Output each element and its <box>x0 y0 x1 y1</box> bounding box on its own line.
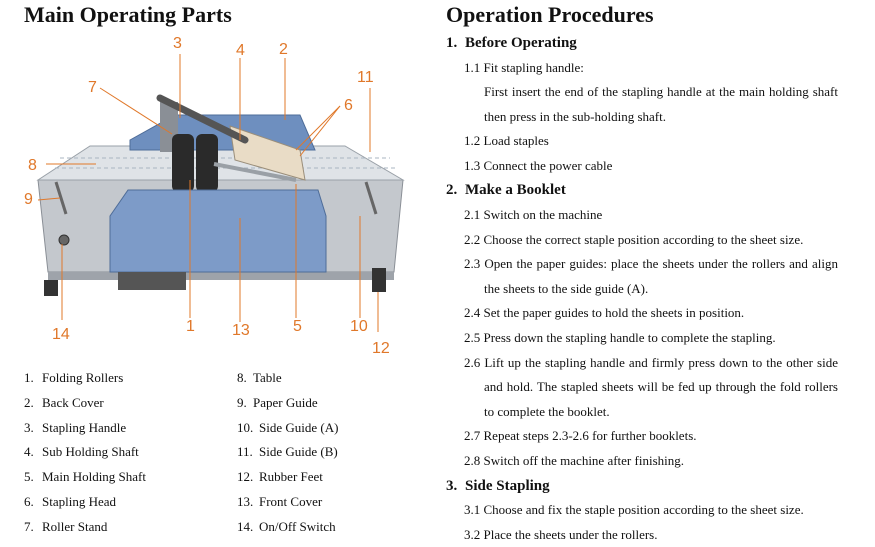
section-heading <box>446 178 846 203</box>
rubber-foot-right <box>372 268 386 292</box>
part-number: 3. <box>24 419 34 435</box>
procedures-list <box>446 31 846 547</box>
step-3-1: 3.1 Choose and fix the staple position according to the sheet size. <box>464 502 804 517</box>
step-1-2: 1.2 Load staples <box>464 133 549 149</box>
part-label: Front Cover <box>259 493 323 509</box>
list-item <box>237 465 338 490</box>
machine-table <box>38 146 403 180</box>
part-label: Stapling Head <box>42 493 117 509</box>
step-1-1: 1.1 Fit stapling handle: <box>464 59 584 75</box>
list-item <box>24 440 146 465</box>
step-2-3-a: 2.3 Open the paper guides: place the sheets under the rollers and align <box>464 256 838 272</box>
part-number: 9. <box>237 394 247 410</box>
step-1-1-detail-b: then press in the sub-holding shaft. <box>484 108 666 124</box>
part-label: Main Holding Shaft <box>42 469 146 485</box>
section-number: 3. <box>446 477 458 494</box>
section-title: Before Operating <box>465 35 577 51</box>
machine-diagram <box>0 30 420 365</box>
parts-list-column-2 <box>237 366 338 540</box>
step-2-4: 2.4 Set the paper guides to hold the sheets in position. <box>464 305 745 321</box>
part-number: 13. <box>237 493 254 509</box>
part-label: Table <box>253 370 282 385</box>
part-label: Folding Rollers <box>42 370 124 385</box>
list-item <box>24 490 146 515</box>
callout-10: 10 <box>350 318 368 335</box>
part-number: 6. <box>24 493 34 509</box>
on-off-switch <box>59 235 69 245</box>
part-label: Roller Stand <box>42 518 108 534</box>
list-item <box>237 490 338 515</box>
part-label: Side Guide (B) <box>259 444 338 460</box>
main-parts-title: Main Operating Parts <box>24 2 232 27</box>
list-item <box>237 440 338 465</box>
callout-8: 8 <box>28 157 37 174</box>
callout-4: 4 <box>236 42 245 59</box>
step-2-2: 2.2 Choose the correct staple position according to the sheet size. <box>464 231 804 247</box>
callout-9: 9 <box>24 191 33 208</box>
part-number: 10. <box>237 419 254 435</box>
list-item <box>237 366 338 391</box>
part-number: 12. <box>237 469 254 485</box>
list-item <box>24 366 146 391</box>
list-item <box>24 465 146 490</box>
step-2-1: 2.1 Switch on the machine <box>464 206 603 222</box>
part-number: 5. <box>24 469 34 485</box>
section-title: Side Stapling <box>465 477 550 494</box>
step-2-8: 2.8 Switch off the machine after finishing. <box>464 452 684 468</box>
step-2-6-a: 2.6 Lift up the stapling handle and firmly press down to the other side <box>464 354 838 370</box>
folding-roller-left <box>172 134 194 192</box>
part-number: 4. <box>24 444 34 460</box>
base-bracket <box>118 272 186 290</box>
step-1-3: 1.3 Connect the power cable <box>464 157 613 173</box>
part-label: Stapling Handle <box>42 419 127 435</box>
list-item <box>24 391 146 416</box>
callout-5: 5 <box>293 318 302 335</box>
list-item <box>24 515 146 540</box>
part-label: Rubber Feet <box>259 469 323 485</box>
step-2-6-c: to complete the booklet. <box>484 403 610 419</box>
list-item <box>237 416 338 441</box>
section-heading <box>446 474 846 499</box>
machine-base-edge <box>48 272 394 280</box>
part-number: 11. <box>237 444 253 460</box>
rubber-foot-left <box>44 280 58 296</box>
front-cover <box>110 190 326 272</box>
callout-3: 3 <box>173 35 182 52</box>
part-number: 8. <box>237 370 247 385</box>
section-heading <box>446 31 846 56</box>
list-item <box>237 391 338 416</box>
part-label: Paper Guide <box>253 394 318 410</box>
callout-12: 12 <box>372 340 390 357</box>
callout-14: 14 <box>52 326 70 343</box>
step-3-2: 3.2 Place the sheets under the rollers. <box>464 526 658 542</box>
callout-11: 11 <box>357 69 374 86</box>
callout-6: 6 <box>344 97 353 114</box>
operation-procedures-title: Operation Procedures <box>446 2 654 27</box>
step-2-6-b: and hold. The stapled sheets will be fed up through the fold rollers <box>484 379 838 395</box>
section-number: 2. <box>446 182 458 199</box>
part-label: Back Cover <box>42 394 104 410</box>
step-2-5: 2.5 Press down the stapling handle to complete the stapling. <box>464 329 776 345</box>
list-item <box>24 416 146 441</box>
part-label: On/Off Switch <box>259 518 336 534</box>
part-number: 1. <box>24 370 34 385</box>
step-2-7: 2.7 Repeat steps 2.3-2.6 for further booklets. <box>464 428 697 444</box>
part-number: 7. <box>24 518 34 534</box>
part-label: Sub Holding Shaft <box>42 444 139 460</box>
parts-list-column-1 <box>24 366 146 540</box>
callout-1: 1 <box>186 318 195 335</box>
callout-13: 13 <box>232 322 250 339</box>
section-title: Make a Booklet <box>465 182 566 199</box>
list-item <box>237 515 338 540</box>
callout-2: 2 <box>279 41 288 58</box>
section-number: 1. <box>446 35 458 51</box>
part-number: 2. <box>24 394 34 410</box>
step-2-3-b: the sheets to the side guide (A). <box>484 280 649 296</box>
callout-7: 7 <box>88 79 97 96</box>
part-label: Side Guide (A) <box>259 419 339 435</box>
step-1-1-detail-a: First insert the end of the stapling handle at the main holding shaft <box>484 84 838 100</box>
part-number: 14. <box>237 518 254 534</box>
